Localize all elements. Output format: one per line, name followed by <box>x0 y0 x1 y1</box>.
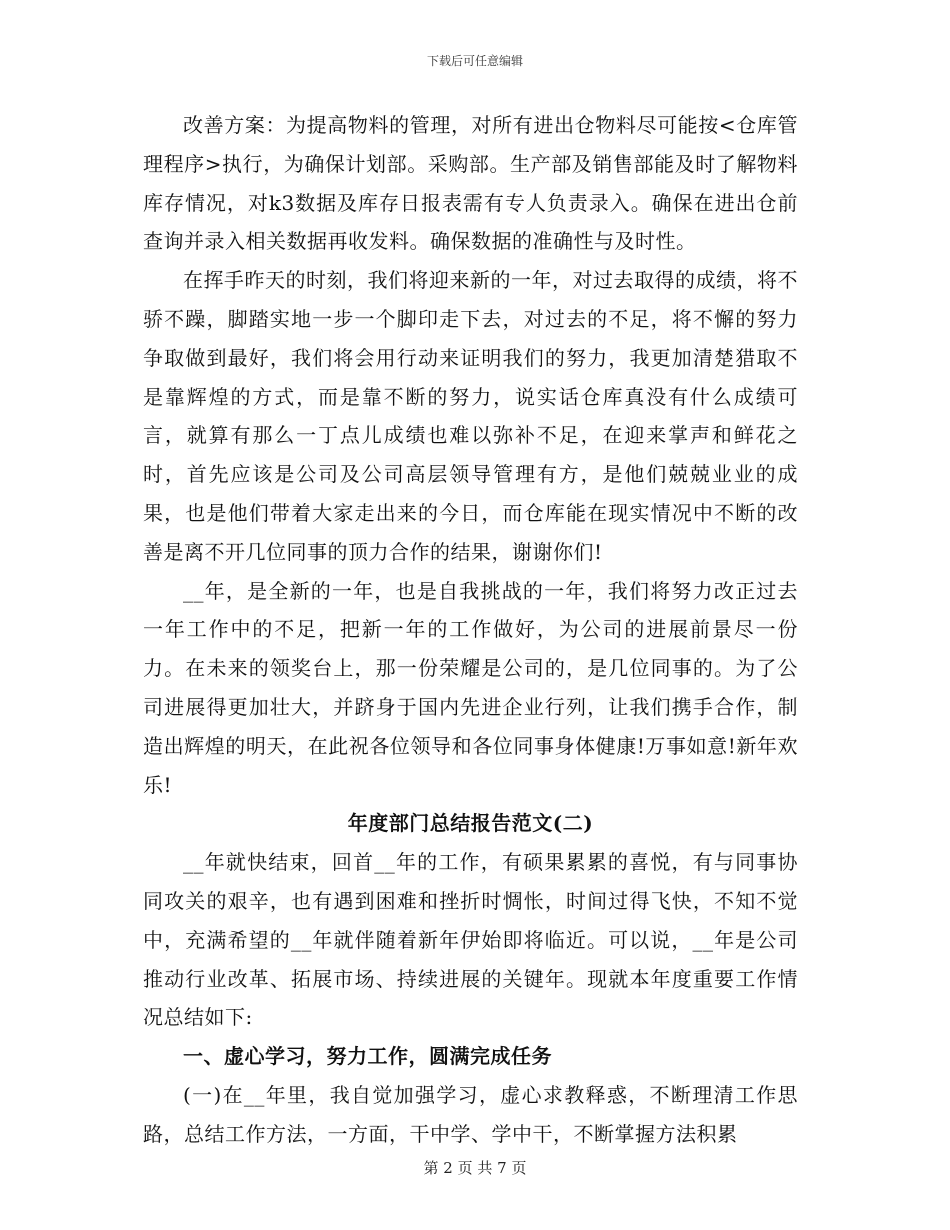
paragraph-section-one: (一)在__年里，我自觉加强学习，虚心求教释惑，不断理清工作思路，总结工作方法，一方面，干中学、学中干，不断掌握方法积累 <box>143 1082 798 1146</box>
section-heading: 一、虚心学习，努力工作，圆满完成任务 <box>183 1044 552 1069</box>
paragraph-improvement-plan: 改善方案：为提高物料的管理，对所有进出仓物料尽可能按<仓库管理程序>执行，为确保计划部。采购部。生产部及销售部能及时了解物料库存情况，对k3数据及库存日报表需有专人负责录入。确保在进出仓前查询并录入相关数据再收发料。确保数据的准确性与及时性。 <box>143 113 798 254</box>
document-body <box>143 106 798 1154</box>
page-header: 下载后可任意编辑 <box>426 54 523 68</box>
paragraph-new-year: __年，是全新的一年，也是自我挑战的一年，我们将努力改正过去一年工作中的不足，把新一年的工作做好，为公司的进展前景尽一份力。在未来的领奖台上，那一份荣耀是公司的，是几位同事的。为了公司进展得更加壮大，并跻身于国内先进企业行列，让我们携手合作，制造出辉煌的明天，在此祝各位领导和各位同事身体健康!万事如意!新年欢乐! <box>143 578 798 797</box>
report-title: 年度部门总结报告范文(二) <box>347 811 594 836</box>
paragraph-intro: __年就快结束，回首__年的工作，有硕果累累的喜悦，有与同事协同攻关的艰辛，也有遇到困难和挫折时惆怅，时间过得飞快，不知不觉中，充满希望的__年就伴随着新年伊始即将临近。可以说，__年是公司推动行业改革、拓展市场、持续进展的关键年。现就本年度重要工作情况总结如下: <box>143 850 798 1030</box>
paragraph-farewell: 在挥手昨天的时刻，我们将迎来新的一年，对过去取得的成绩，将不骄不躁，脚踏实地一步一个脚印走下去，对过去的不足，将不懈的努力争取做到最好，我们将会用行动来证明我们的努力，我更加清楚猎取不是靠辉煌的方式，而是靠不断的努力，说实话仓库真没有什么成绩可言，就算有那么一丁点儿成绩也难以弥补不足，在迎来掌声和鲜花之时，首先应该是公司及公司高层领导管理有方，是他们兢兢业业的成果，也是他们带着大家走出来的今日，而仓库能在现实情况中不断的改善是离不开几位同事的顶力合作的结果，谢谢你们! <box>143 268 798 564</box>
page-number: 第 2 页 共 7 页 <box>423 1159 527 1177</box>
